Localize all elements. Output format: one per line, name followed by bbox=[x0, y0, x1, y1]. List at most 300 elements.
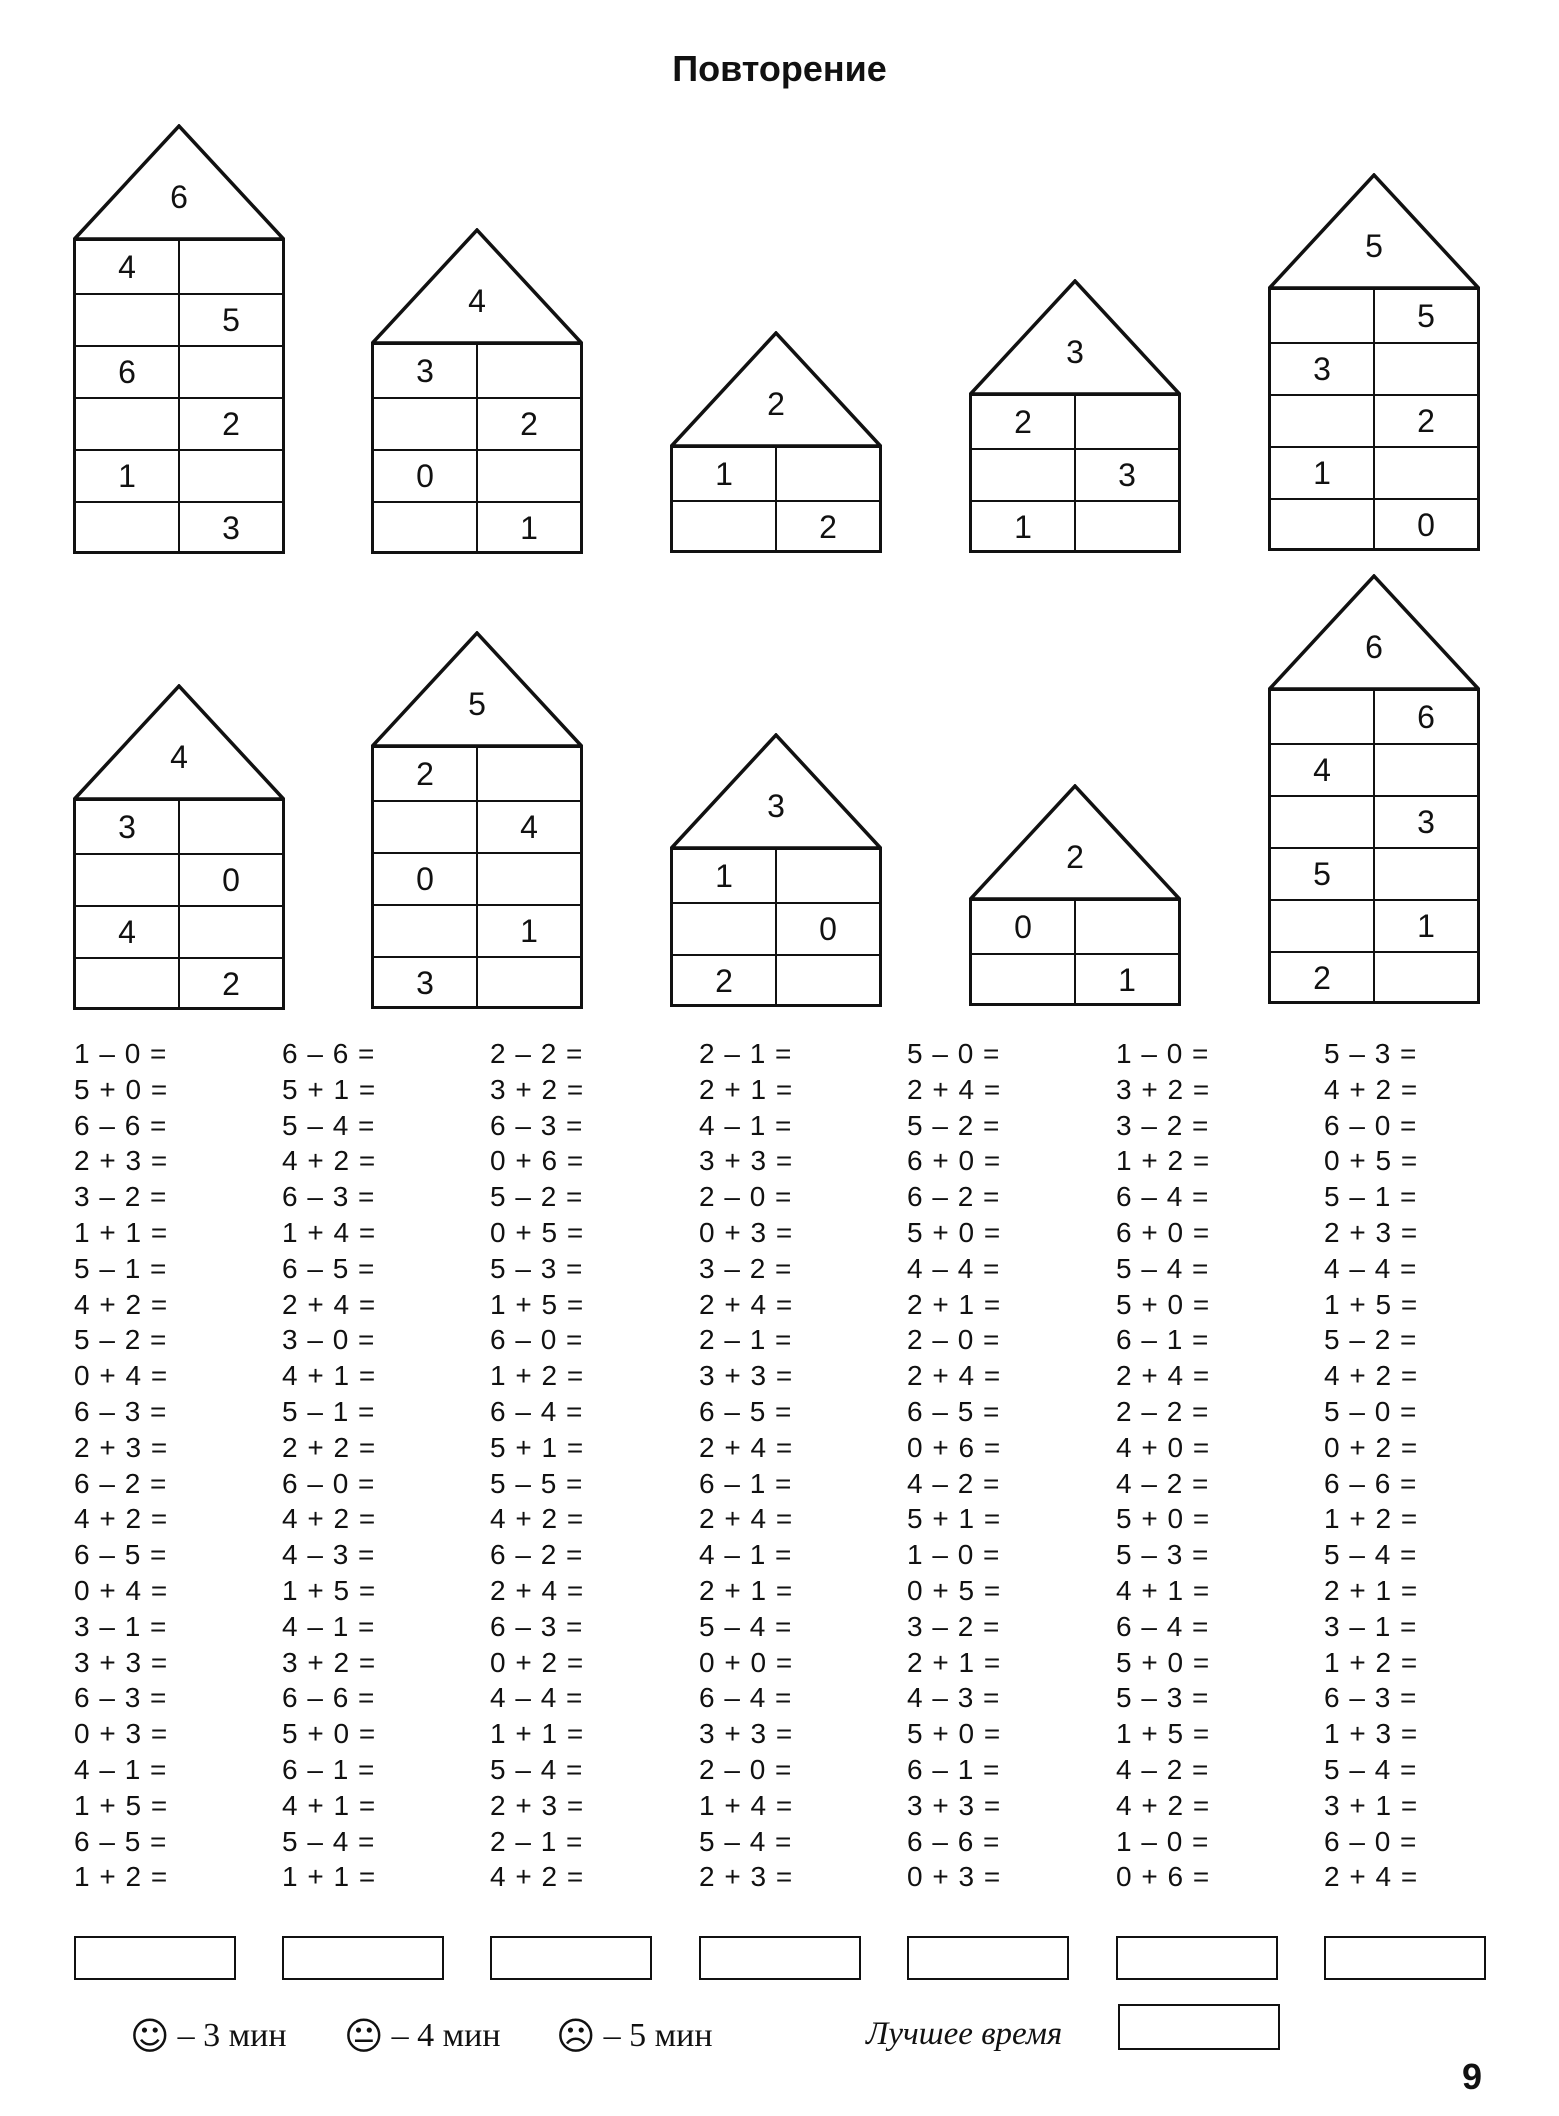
math-example: 5 + 1 = bbox=[490, 1431, 585, 1463]
house-cell[interactable] bbox=[478, 958, 580, 1008]
house-cell: 0 bbox=[222, 861, 240, 898]
house-floor bbox=[374, 904, 580, 956]
house-cell: 4 bbox=[76, 907, 180, 957]
house-cell[interactable] bbox=[478, 748, 580, 800]
math-example: 2 + 4 = bbox=[907, 1360, 1002, 1392]
math-example: 5 – 3 = bbox=[1116, 1682, 1210, 1714]
house-floor bbox=[1271, 394, 1477, 446]
math-example: 3 + 3 = bbox=[74, 1646, 169, 1678]
house-floor bbox=[1271, 795, 1477, 847]
house-cell: 1 bbox=[972, 502, 1076, 552]
math-example: 4 + 0 = bbox=[1116, 1431, 1211, 1463]
house-floor bbox=[374, 345, 580, 397]
math-example: 4 + 1 = bbox=[1116, 1574, 1211, 1606]
house-cell: 1 bbox=[1271, 448, 1375, 498]
math-example: 2 + 4 = bbox=[1324, 1861, 1419, 1893]
roof-number: 4 bbox=[170, 739, 188, 776]
house-cell: 1 bbox=[520, 509, 538, 546]
math-example: 1 + 1 = bbox=[74, 1216, 169, 1248]
math-example: 5 + 0 = bbox=[1116, 1646, 1211, 1678]
house-cell: 3 bbox=[374, 345, 478, 397]
math-example: 3 – 2 = bbox=[699, 1252, 793, 1284]
math-example: 5 + 0 = bbox=[907, 1718, 1002, 1750]
house-floor bbox=[1271, 342, 1477, 394]
house-cell[interactable] bbox=[1271, 901, 1375, 951]
math-example: 6 – 2 = bbox=[490, 1539, 584, 1571]
math-example: 2 – 0 = bbox=[907, 1324, 1001, 1356]
math-example: 5 – 4 = bbox=[699, 1610, 793, 1642]
house-cell: 4 bbox=[1271, 745, 1375, 795]
math-example: 1 + 2 = bbox=[1116, 1145, 1211, 1177]
house-cell[interactable] bbox=[1375, 849, 1477, 899]
math-example: 6 – 5 = bbox=[699, 1395, 793, 1427]
number-house bbox=[1268, 173, 1480, 548]
examples-column bbox=[1116, 1036, 1210, 1895]
math-example: 4 – 2 = bbox=[1116, 1467, 1210, 1499]
examples-column bbox=[1324, 1036, 1418, 1895]
math-example: 6 – 4 = bbox=[490, 1395, 584, 1427]
math-example: 2 – 2 = bbox=[1116, 1395, 1210, 1427]
math-example: 4 – 2 = bbox=[907, 1467, 1001, 1499]
math-example: 1 + 5 = bbox=[282, 1574, 377, 1606]
math-example: 4 + 2 = bbox=[282, 1145, 377, 1177]
house-floor bbox=[76, 501, 282, 553]
math-example: 1 + 1 = bbox=[490, 1718, 585, 1750]
math-example: 6 – 5 = bbox=[74, 1539, 168, 1571]
roof-number: 3 bbox=[1066, 334, 1084, 371]
house-cell: 1 bbox=[1118, 961, 1136, 998]
number-house bbox=[371, 228, 583, 551]
math-example: 6 – 3 = bbox=[490, 1109, 584, 1141]
roof-number: 3 bbox=[767, 788, 785, 825]
house-cell[interactable] bbox=[777, 448, 879, 500]
number-house bbox=[73, 684, 285, 1007]
math-example: 6 – 3 = bbox=[490, 1610, 584, 1642]
house-cell: 3 bbox=[1271, 344, 1375, 394]
house-cell: 2 bbox=[673, 956, 777, 1006]
math-example: 5 + 0 = bbox=[74, 1073, 169, 1105]
math-example: 4 + 1 = bbox=[282, 1360, 377, 1392]
math-example: 6 – 0 = bbox=[282, 1467, 376, 1499]
legend-text: – 5 мин bbox=[603, 2017, 713, 2054]
math-example: 6 + 0 = bbox=[907, 1145, 1002, 1177]
house-cell: 3 bbox=[222, 509, 240, 546]
house-cell[interactable] bbox=[478, 345, 580, 397]
math-example: 6 – 6 = bbox=[907, 1825, 1001, 1857]
math-example: 0 + 3 = bbox=[74, 1718, 169, 1750]
math-example: 3 + 2 = bbox=[1116, 1073, 1211, 1105]
math-example: 0 + 6 = bbox=[1116, 1861, 1211, 1893]
house-cell[interactable] bbox=[478, 451, 580, 501]
house-cell: 3 bbox=[76, 801, 180, 853]
house-floor bbox=[374, 956, 580, 1008]
math-example: 2 + 4 = bbox=[699, 1431, 794, 1463]
math-example: 1 + 5 = bbox=[490, 1288, 585, 1320]
math-example: 6 – 3 = bbox=[282, 1181, 376, 1213]
math-example: 0 + 2 = bbox=[1324, 1431, 1419, 1463]
math-example: 5 + 0 = bbox=[1116, 1503, 1211, 1535]
house-body bbox=[371, 342, 583, 554]
house-cell: 1 bbox=[76, 451, 180, 501]
math-example: 5 – 3 = bbox=[490, 1252, 584, 1284]
house-floor bbox=[972, 448, 1178, 500]
math-example: 5 – 2 = bbox=[907, 1109, 1001, 1141]
house-cell: 2 bbox=[520, 405, 538, 442]
house-cell[interactable] bbox=[76, 959, 180, 1009]
math-example: 2 + 2 = bbox=[282, 1431, 377, 1463]
house-floor bbox=[673, 954, 879, 1006]
math-example: 5 – 3 = bbox=[1116, 1539, 1210, 1571]
page-title: Повторение bbox=[672, 48, 887, 89]
math-example: 4 – 1 = bbox=[699, 1539, 793, 1571]
math-example: 3 + 3 = bbox=[699, 1360, 794, 1392]
math-example: 1 + 1 = bbox=[282, 1861, 377, 1893]
time-box[interactable] bbox=[1324, 1936, 1486, 1980]
math-example: 0 + 6 = bbox=[907, 1431, 1002, 1463]
math-example: 2 + 3 = bbox=[74, 1431, 169, 1463]
math-example: 6 – 6 = bbox=[1324, 1467, 1418, 1499]
math-example: 5 + 0 = bbox=[907, 1216, 1002, 1248]
house-cell: 1 bbox=[1417, 907, 1435, 944]
house-floor bbox=[374, 800, 580, 852]
house-cell: 3 bbox=[1118, 456, 1136, 493]
legend-item-medium bbox=[344, 2014, 501, 2058]
house-cell[interactable] bbox=[1375, 448, 1477, 498]
math-example: 2 + 1 = bbox=[1324, 1574, 1419, 1606]
time-box[interactable] bbox=[699, 1936, 861, 1980]
math-example: 1 + 2 = bbox=[1324, 1646, 1419, 1678]
house-cell: 2 bbox=[1417, 402, 1435, 439]
math-example: 0 + 5 = bbox=[907, 1574, 1002, 1606]
time-box[interactable] bbox=[282, 1936, 444, 1980]
house-floor bbox=[673, 850, 879, 902]
house-floor bbox=[1271, 290, 1477, 342]
house-cell[interactable] bbox=[1076, 396, 1178, 448]
math-example: 2 + 3 = bbox=[490, 1789, 585, 1821]
math-example: 3 – 2 = bbox=[74, 1181, 168, 1213]
math-example: 2 – 1 = bbox=[699, 1324, 793, 1356]
math-example: 2 + 4 = bbox=[1116, 1360, 1211, 1392]
math-example: 5 + 0 = bbox=[282, 1718, 377, 1750]
math-example: 1 + 4 = bbox=[699, 1789, 794, 1821]
math-example: 1 + 2 = bbox=[1324, 1503, 1419, 1535]
time-box[interactable] bbox=[907, 1936, 1069, 1980]
math-example: 5 – 4 = bbox=[699, 1825, 793, 1857]
house-cell[interactable] bbox=[1271, 500, 1375, 550]
house-cell[interactable] bbox=[180, 241, 282, 293]
house-cell[interactable] bbox=[478, 854, 580, 904]
house-floor bbox=[374, 501, 580, 553]
house-cell[interactable] bbox=[76, 503, 180, 553]
math-example: 0 + 0 = bbox=[699, 1646, 794, 1678]
math-example: 3 – 0 = bbox=[282, 1324, 376, 1356]
house-cell: 2 bbox=[222, 965, 240, 1002]
house-cell: 1 bbox=[520, 912, 538, 949]
time-box[interactable] bbox=[74, 1936, 236, 1980]
house-floor bbox=[76, 957, 282, 1009]
house-floor bbox=[673, 902, 879, 954]
math-example: 5 – 1 = bbox=[1324, 1181, 1418, 1213]
math-example: 2 – 0 = bbox=[699, 1753, 793, 1785]
math-example: 0 + 5 = bbox=[1324, 1145, 1419, 1177]
math-example: 6 – 1 = bbox=[282, 1753, 376, 1785]
math-example: 4 + 2 = bbox=[74, 1503, 169, 1535]
house-cell[interactable] bbox=[374, 399, 478, 449]
house-cell: 3 bbox=[1417, 803, 1435, 840]
house-floor bbox=[1271, 743, 1477, 795]
house-cell[interactable] bbox=[1271, 290, 1375, 342]
math-example: 0 + 3 = bbox=[907, 1861, 1002, 1893]
house-floor bbox=[76, 449, 282, 501]
house-floor bbox=[76, 293, 282, 345]
math-example: 5 – 4 = bbox=[490, 1753, 584, 1785]
house-cell: 5 bbox=[222, 301, 240, 338]
math-example: 1 + 3 = bbox=[1324, 1718, 1419, 1750]
math-example: 2 – 0 = bbox=[699, 1181, 793, 1213]
house-floor bbox=[1271, 446, 1477, 498]
house-body bbox=[1268, 688, 1480, 1004]
time-box[interactable] bbox=[490, 1936, 652, 1980]
math-example: 2 + 3 = bbox=[1324, 1216, 1419, 1248]
smiling-face-icon: ☺ bbox=[130, 2014, 170, 2058]
house-body bbox=[73, 798, 285, 1010]
house-cell[interactable] bbox=[673, 904, 777, 954]
examples-column bbox=[907, 1036, 1001, 1895]
house-floor bbox=[1271, 498, 1477, 550]
house-cell: 6 bbox=[76, 347, 180, 397]
roof-number: 2 bbox=[767, 386, 785, 423]
math-example: 3 – 2 = bbox=[1116, 1109, 1210, 1141]
house-body bbox=[969, 898, 1181, 1006]
math-example: 6 – 2 = bbox=[74, 1467, 168, 1499]
house-floor bbox=[374, 748, 580, 800]
math-example: 5 – 3 = bbox=[1324, 1038, 1418, 1069]
math-example: 4 – 3 = bbox=[907, 1682, 1001, 1714]
math-example: 6 – 5 = bbox=[74, 1825, 168, 1857]
house-cell: 4 bbox=[520, 808, 538, 845]
math-example: 5 – 4 = bbox=[282, 1825, 376, 1857]
house-floor bbox=[972, 396, 1178, 448]
math-example: 4 – 2 = bbox=[1116, 1753, 1210, 1785]
number-house bbox=[1268, 574, 1480, 1001]
math-example: 2 + 4 = bbox=[282, 1288, 377, 1320]
math-example: 5 – 2 = bbox=[1324, 1324, 1418, 1356]
math-example: 3 – 1 = bbox=[74, 1610, 168, 1642]
roof-number: 6 bbox=[1365, 629, 1383, 666]
house-cell[interactable] bbox=[76, 855, 180, 905]
math-example: 5 – 2 = bbox=[490, 1181, 584, 1213]
math-example: 6 – 6 = bbox=[74, 1109, 168, 1141]
house-cell[interactable] bbox=[1375, 953, 1477, 1003]
math-example: 6 – 0 = bbox=[1324, 1109, 1418, 1141]
math-example: 2 + 1 = bbox=[907, 1646, 1002, 1678]
roof-number: 5 bbox=[1365, 228, 1383, 265]
house-cell: 2 bbox=[972, 396, 1076, 448]
math-example: 6 – 1 = bbox=[1116, 1324, 1210, 1356]
math-example: 1 + 5 = bbox=[74, 1789, 169, 1821]
legend-text: – 4 мин bbox=[391, 2017, 501, 2054]
house-floor bbox=[76, 905, 282, 957]
math-example: 1 + 5 = bbox=[1324, 1288, 1419, 1320]
math-example: 1 – 0 = bbox=[907, 1539, 1001, 1571]
math-example: 4 + 2 = bbox=[1324, 1073, 1419, 1105]
house-cell[interactable] bbox=[1375, 344, 1477, 394]
house-cell[interactable] bbox=[374, 802, 478, 852]
math-example: 4 + 2 = bbox=[1116, 1789, 1211, 1821]
examples-column bbox=[490, 1036, 584, 1895]
math-example: 3 – 2 = bbox=[907, 1610, 1001, 1642]
math-example: 5 + 1 = bbox=[907, 1503, 1002, 1535]
math-example: 2 + 4 = bbox=[907, 1073, 1002, 1105]
house-cell[interactable] bbox=[76, 295, 180, 345]
math-example: 3 + 3 = bbox=[907, 1789, 1002, 1821]
house-cell[interactable] bbox=[972, 450, 1076, 500]
math-example: 6 – 5 = bbox=[907, 1395, 1001, 1427]
house-cell: 2 bbox=[222, 405, 240, 442]
house-floor bbox=[76, 801, 282, 853]
math-example: 6 – 1 = bbox=[699, 1467, 793, 1499]
math-example: 3 + 2 = bbox=[490, 1073, 585, 1105]
math-example: 5 – 4 = bbox=[1324, 1539, 1418, 1571]
number-house bbox=[670, 733, 882, 1004]
math-example: 1 – 0 = bbox=[1116, 1038, 1210, 1069]
house-cell: 0 bbox=[972, 901, 1076, 953]
math-example: 5 – 1 = bbox=[282, 1395, 376, 1427]
math-example: 4 + 2 = bbox=[74, 1288, 169, 1320]
house-floor bbox=[972, 500, 1178, 552]
best-time-box[interactable] bbox=[1118, 2004, 1280, 2050]
house-floor bbox=[76, 345, 282, 397]
house-cell[interactable] bbox=[180, 801, 282, 853]
best-time-label: Лучшее время bbox=[866, 2016, 1063, 2052]
house-cell[interactable] bbox=[374, 503, 478, 553]
house-cell[interactable] bbox=[777, 956, 879, 1006]
house-floor bbox=[76, 397, 282, 449]
math-example: 2 + 1 = bbox=[699, 1073, 794, 1105]
math-example: 3 + 2 = bbox=[282, 1646, 377, 1678]
math-example: 1 + 4 = bbox=[282, 1216, 377, 1248]
math-example: 1 + 2 = bbox=[490, 1360, 585, 1392]
math-example: 4 – 1 = bbox=[74, 1753, 168, 1785]
math-example: 2 – 1 = bbox=[490, 1825, 584, 1857]
house-floor bbox=[374, 852, 580, 904]
house-cell[interactable] bbox=[1271, 396, 1375, 446]
house-floor bbox=[1271, 951, 1477, 1003]
number-house bbox=[969, 784, 1181, 1003]
math-example: 2 + 4 = bbox=[490, 1574, 585, 1606]
time-box[interactable] bbox=[1116, 1936, 1278, 1980]
number-house bbox=[73, 124, 285, 551]
house-cell[interactable] bbox=[1271, 797, 1375, 847]
math-example: 5 + 0 = bbox=[1116, 1288, 1211, 1320]
math-example: 4 – 4 = bbox=[490, 1682, 584, 1714]
math-example: 4 + 2 = bbox=[1324, 1360, 1419, 1392]
house-cell[interactable] bbox=[374, 906, 478, 956]
house-cell[interactable] bbox=[777, 850, 879, 902]
math-example: 6 – 3 = bbox=[1324, 1682, 1418, 1714]
house-cell: 0 bbox=[819, 910, 837, 947]
house-floor bbox=[76, 241, 282, 293]
math-example: 5 + 1 = bbox=[282, 1073, 377, 1105]
math-example: 5 – 2 = bbox=[74, 1324, 168, 1356]
math-example: 2 – 2 = bbox=[490, 1038, 584, 1069]
math-example: 5 – 0 = bbox=[907, 1038, 1001, 1069]
math-example: 0 + 3 = bbox=[699, 1216, 794, 1248]
house-cell[interactable] bbox=[76, 399, 180, 449]
house-cell[interactable] bbox=[180, 347, 282, 397]
math-example: 0 + 4 = bbox=[74, 1574, 169, 1606]
house-cell[interactable] bbox=[180, 451, 282, 501]
house-floor bbox=[374, 449, 580, 501]
math-example: 4 + 2 = bbox=[282, 1503, 377, 1535]
math-example: 1 + 2 = bbox=[74, 1861, 169, 1893]
math-example: 4 + 1 = bbox=[282, 1789, 377, 1821]
house-cell[interactable] bbox=[972, 955, 1076, 1005]
house-floor bbox=[1271, 899, 1477, 951]
math-example: 4 + 2 = bbox=[490, 1503, 585, 1535]
house-cell: 5 bbox=[1271, 849, 1375, 899]
math-example: 5 – 4 = bbox=[1324, 1753, 1418, 1785]
house-floor bbox=[972, 953, 1178, 1005]
number-house bbox=[670, 331, 882, 550]
house-cell: 1 bbox=[673, 448, 777, 500]
house-cell[interactable] bbox=[1271, 691, 1375, 743]
math-example: 3 + 1 = bbox=[1324, 1789, 1419, 1821]
examples-column bbox=[699, 1036, 793, 1895]
roof-number: 2 bbox=[1066, 839, 1084, 876]
neutral-face-icon: 😐︎ bbox=[344, 2014, 384, 2058]
house-cell[interactable] bbox=[180, 907, 282, 957]
math-example: 4 – 3 = bbox=[282, 1539, 376, 1571]
math-example: 4 – 1 = bbox=[282, 1610, 376, 1642]
math-example: 6 – 6 = bbox=[282, 1038, 376, 1069]
house-body bbox=[1268, 287, 1480, 551]
math-example: 4 – 4 = bbox=[1324, 1252, 1418, 1284]
house-cell[interactable] bbox=[1076, 901, 1178, 953]
math-example: 6 – 0 = bbox=[1324, 1825, 1418, 1857]
house-cell: 2 bbox=[1271, 953, 1375, 1003]
house-cell: 0 bbox=[374, 451, 478, 501]
math-example: 6 – 4 = bbox=[1116, 1610, 1210, 1642]
house-body bbox=[969, 393, 1181, 553]
math-example: 6 – 4 = bbox=[699, 1682, 793, 1714]
house-cell[interactable] bbox=[1375, 745, 1477, 795]
examples-column bbox=[74, 1036, 168, 1895]
math-example: 3 + 3 = bbox=[699, 1145, 794, 1177]
house-body bbox=[670, 445, 882, 553]
math-example: 4 – 4 = bbox=[907, 1252, 1001, 1284]
house-cell: 4 bbox=[76, 241, 180, 293]
math-example: 5 – 0 = bbox=[1324, 1395, 1418, 1427]
house-body bbox=[670, 847, 882, 1007]
house-body bbox=[371, 745, 583, 1009]
math-example: 0 + 5 = bbox=[490, 1216, 585, 1248]
math-example: 3 + 3 = bbox=[699, 1718, 794, 1750]
roof-number: 6 bbox=[170, 179, 188, 216]
house-cell[interactable] bbox=[673, 502, 777, 552]
math-example: 6 – 1 = bbox=[907, 1753, 1001, 1785]
math-example: 2 + 1 = bbox=[907, 1288, 1002, 1320]
math-example: 0 + 4 = bbox=[74, 1360, 169, 1392]
math-example: 1 – 0 = bbox=[74, 1038, 168, 1069]
number-house bbox=[969, 279, 1181, 550]
house-floor bbox=[673, 448, 879, 500]
roof-number: 4 bbox=[468, 283, 486, 320]
math-example: 1 – 0 = bbox=[1116, 1825, 1210, 1857]
legend-item-slow bbox=[556, 2014, 713, 2058]
math-example: 4 + 2 = bbox=[490, 1861, 585, 1893]
house-cell[interactable] bbox=[1076, 502, 1178, 552]
